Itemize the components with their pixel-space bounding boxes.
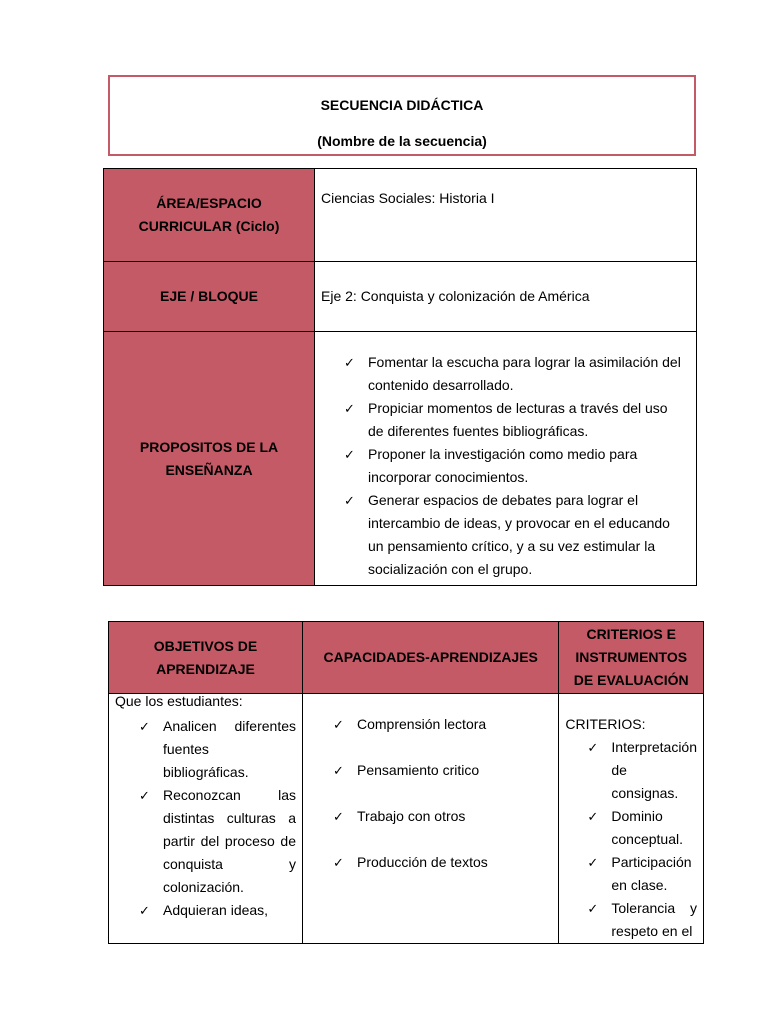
propositos-cell <box>315 332 697 586</box>
list-item: ✓ Dominio conceptual. <box>587 805 697 851</box>
criterios-cell <box>559 694 704 944</box>
list-item: ✓ Propiciar momentos de lecturas a través del uso de diferentes fuentes bibliográficas. <box>344 397 687 443</box>
list-item: ✓ Interpretación de consignas. <box>587 736 697 805</box>
info-table <box>103 168 697 586</box>
propositos-label: PROPOSITOS DE LA ENSEÑANZA <box>104 332 315 586</box>
eje-label: EJE / BLOQUE <box>104 262 315 332</box>
list-item: ✓ Participación en clase. <box>587 851 697 897</box>
header-capacidades: CAPACIDADES-APRENDIZAJES <box>303 622 559 694</box>
title-box <box>108 75 696 156</box>
area-label: ÁREA/ESPACIO CURRICULAR (Ciclo) <box>104 169 315 262</box>
eje-value: Eje 2: Conquista y colonización de América <box>315 262 697 332</box>
objetivos-list <box>115 715 296 922</box>
list-item: ✓ Pensamiento critico <box>333 759 552 782</box>
criterios-list <box>565 736 697 943</box>
list-item: ✓ Generar espacios de debates para lograr el intercambio de ideas, y provocar en el educando un pensamiento crítico, y a su vez estimular la socialización con el grupo. <box>344 489 687 581</box>
propositos-list <box>316 333 695 581</box>
list-item: ✓ Adquieran ideas, <box>139 899 296 922</box>
document-title: SECUENCIA DIDÁCTICA <box>320 97 484 113</box>
list-item: ✓ Fomentar la escucha para lograr la asimilación del contenido desarrollado. <box>344 351 687 397</box>
header-criterios: CRITERIOS E INSTRUMENTOS DE EVALUACIÓN <box>559 622 704 694</box>
capacidades-cell <box>303 694 559 944</box>
header-objetivos: OBJETIVOS DE APRENDIZAJE <box>109 622 303 694</box>
area-value: Ciencias Sociales: Historia I <box>315 169 697 262</box>
list-item: ✓ Producción de textos <box>333 851 552 874</box>
objectives-table <box>108 621 704 944</box>
list-item: ✓ Proponer la investigación como medio para incorporar conocimientos. <box>344 443 687 489</box>
capacidades-list <box>333 713 552 874</box>
list-item: ✓ Tolerancia y respeto en el <box>587 897 697 943</box>
list-item: ✓ Analicen diferentes fuentes bibliográficas. <box>139 715 296 784</box>
list-item: ✓ Comprensión lectora <box>333 713 552 736</box>
sequence-name: (Nombre de la secuencia) <box>317 133 487 149</box>
list-item: ✓ Reconozcan las distintas culturas a partir del proceso de conquista y colonización. <box>139 784 296 899</box>
list-item: ✓ Trabajo con otros <box>333 805 552 828</box>
objetivos-cell <box>109 694 303 944</box>
criterios-intro: CRITERIOS: <box>565 716 646 732</box>
objetivos-intro: Que los estudiantes: <box>115 693 243 709</box>
